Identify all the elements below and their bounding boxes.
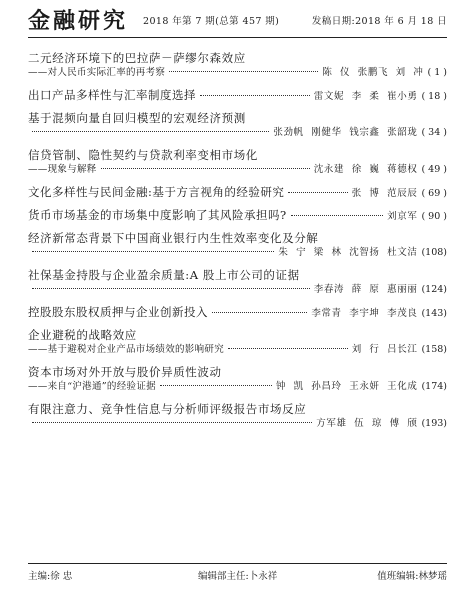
article-entry bbox=[28, 304, 447, 320]
article-page-number: (143) bbox=[421, 308, 447, 319]
article-authors: 刘 行 吕长江 bbox=[351, 344, 418, 355]
article-byline bbox=[28, 380, 447, 394]
dot-leader bbox=[160, 385, 272, 386]
article-title: 企业避税的战略效应 bbox=[28, 328, 137, 342]
article-authors: 钟 凯 孙昌玲 王永妍 王化成 bbox=[275, 381, 418, 392]
article-authors: 刘京军 bbox=[387, 211, 418, 222]
article-subtitle: ——对人民币实际汇率的再考察 bbox=[28, 67, 166, 78]
article-authors: 张劲帆 刚健华 钱宗鑫 张韶珑 bbox=[273, 127, 418, 138]
article-title: 资本市场对外开放与股价异质性波动 bbox=[28, 365, 222, 379]
dot-leader bbox=[32, 288, 310, 289]
article-byline bbox=[28, 126, 447, 140]
table-of-contents bbox=[28, 50, 447, 438]
article-title: 社保基金持股与企业盈余质量:A 股上市公司的证据 bbox=[28, 268, 300, 282]
article-subtitle: ——现象与解释 bbox=[28, 164, 97, 175]
dot-leader bbox=[228, 348, 348, 349]
footer-rule bbox=[28, 563, 447, 564]
article-byline bbox=[28, 343, 447, 357]
article-page-number: (193) bbox=[421, 418, 447, 429]
article-title: 有限注意力、竞争性信息与分析师评级报告市场反应 bbox=[28, 402, 307, 416]
article-authors: 方军雄 伍 琼 傅 颀 bbox=[316, 418, 418, 429]
article-byline bbox=[28, 417, 447, 431]
article-authors: 朱 宁 梁 林 沈智扬 杜文洁 bbox=[278, 247, 418, 258]
article-authors: 沈永建 徐 巍 蒋德权 bbox=[313, 164, 418, 175]
editor-in-chief: 主编:徐 忠 bbox=[28, 571, 73, 582]
dot-leader bbox=[32, 251, 274, 252]
article-title: 信贷管制、隐性契约与贷款利率变相市场化 bbox=[28, 148, 258, 162]
article-authors: 陈 仪 张鹏飞 刘 冲 bbox=[322, 67, 424, 78]
header bbox=[28, 8, 447, 36]
article-page-number: ( 69 ) bbox=[421, 188, 447, 199]
article-title: 经济新常态背景下中国商业银行内生性效率变化及分解 bbox=[28, 231, 319, 245]
article-subtitle: ——基于避税对企业产品市场绩效的影响研究 bbox=[28, 344, 225, 355]
article-byline bbox=[28, 163, 447, 177]
dot-leader bbox=[169, 71, 318, 72]
article-page-number: ( 18 ) bbox=[421, 91, 447, 102]
article-entry bbox=[28, 87, 447, 103]
dot-leader bbox=[212, 312, 307, 313]
article-authors: 雷文妮 李 柔 崔小勇 bbox=[313, 91, 418, 102]
article-title: 货币市场基金的市场集中度影响了其风险承担吗? bbox=[28, 208, 287, 222]
article-title: 二元经济环境下的巴拉萨－萨缪尔森效应 bbox=[28, 51, 246, 65]
article-page-number: (124) bbox=[421, 284, 447, 295]
article-page-number: ( 1 ) bbox=[427, 67, 447, 78]
article-page-number: ( 90 ) bbox=[421, 211, 447, 222]
article-authors: 张 博 范辰辰 bbox=[351, 188, 418, 199]
article-authors: 李春涛 薛 原 惠丽丽 bbox=[313, 284, 418, 295]
publication-date: 发稿日期:2018 年 6 月 18 日 bbox=[311, 16, 447, 27]
dot-leader bbox=[32, 422, 312, 423]
article-subtitle: ——来自“沪港通”的经验证据 bbox=[28, 381, 156, 392]
article-title: 基于混频向量自回归模型的宏观经济预测 bbox=[28, 111, 246, 125]
journal-title: 金融研究 bbox=[28, 8, 129, 34]
article-page-number: ( 34 ) bbox=[421, 127, 447, 138]
header-rule bbox=[28, 37, 447, 38]
article-page-number: (158) bbox=[421, 344, 447, 355]
article-entry bbox=[28, 184, 447, 200]
issue-number: 2018 年第 7 期(总第 457 期) bbox=[143, 16, 280, 27]
article-entry bbox=[28, 207, 447, 223]
article-page-number: (174) bbox=[421, 381, 447, 392]
article-authors: 李常青 李宇坤 李茂良 bbox=[311, 308, 418, 319]
dot-leader bbox=[288, 192, 347, 193]
duty-editor: 值班编辑:林梦瑶 bbox=[377, 571, 447, 582]
footer bbox=[28, 570, 447, 584]
article-page-number: ( 49 ) bbox=[421, 164, 447, 175]
dot-leader bbox=[101, 168, 310, 169]
article-byline bbox=[28, 283, 447, 297]
article-title: 控股股东股权质押与企业创新投入 bbox=[28, 305, 208, 319]
article-byline bbox=[28, 66, 447, 80]
editorial-director: 编辑部主任:卜永祥 bbox=[198, 571, 278, 582]
dot-leader bbox=[32, 131, 269, 132]
article-title: 出口产品多样性与汇率制度选择 bbox=[28, 88, 196, 102]
article-page-number: (108) bbox=[421, 247, 447, 258]
dot-leader bbox=[200, 95, 310, 96]
dot-leader bbox=[291, 215, 383, 216]
article-byline bbox=[28, 246, 447, 260]
article-title: 文化多样性与民间金融:基于方言视角的经验研究 bbox=[28, 185, 285, 199]
